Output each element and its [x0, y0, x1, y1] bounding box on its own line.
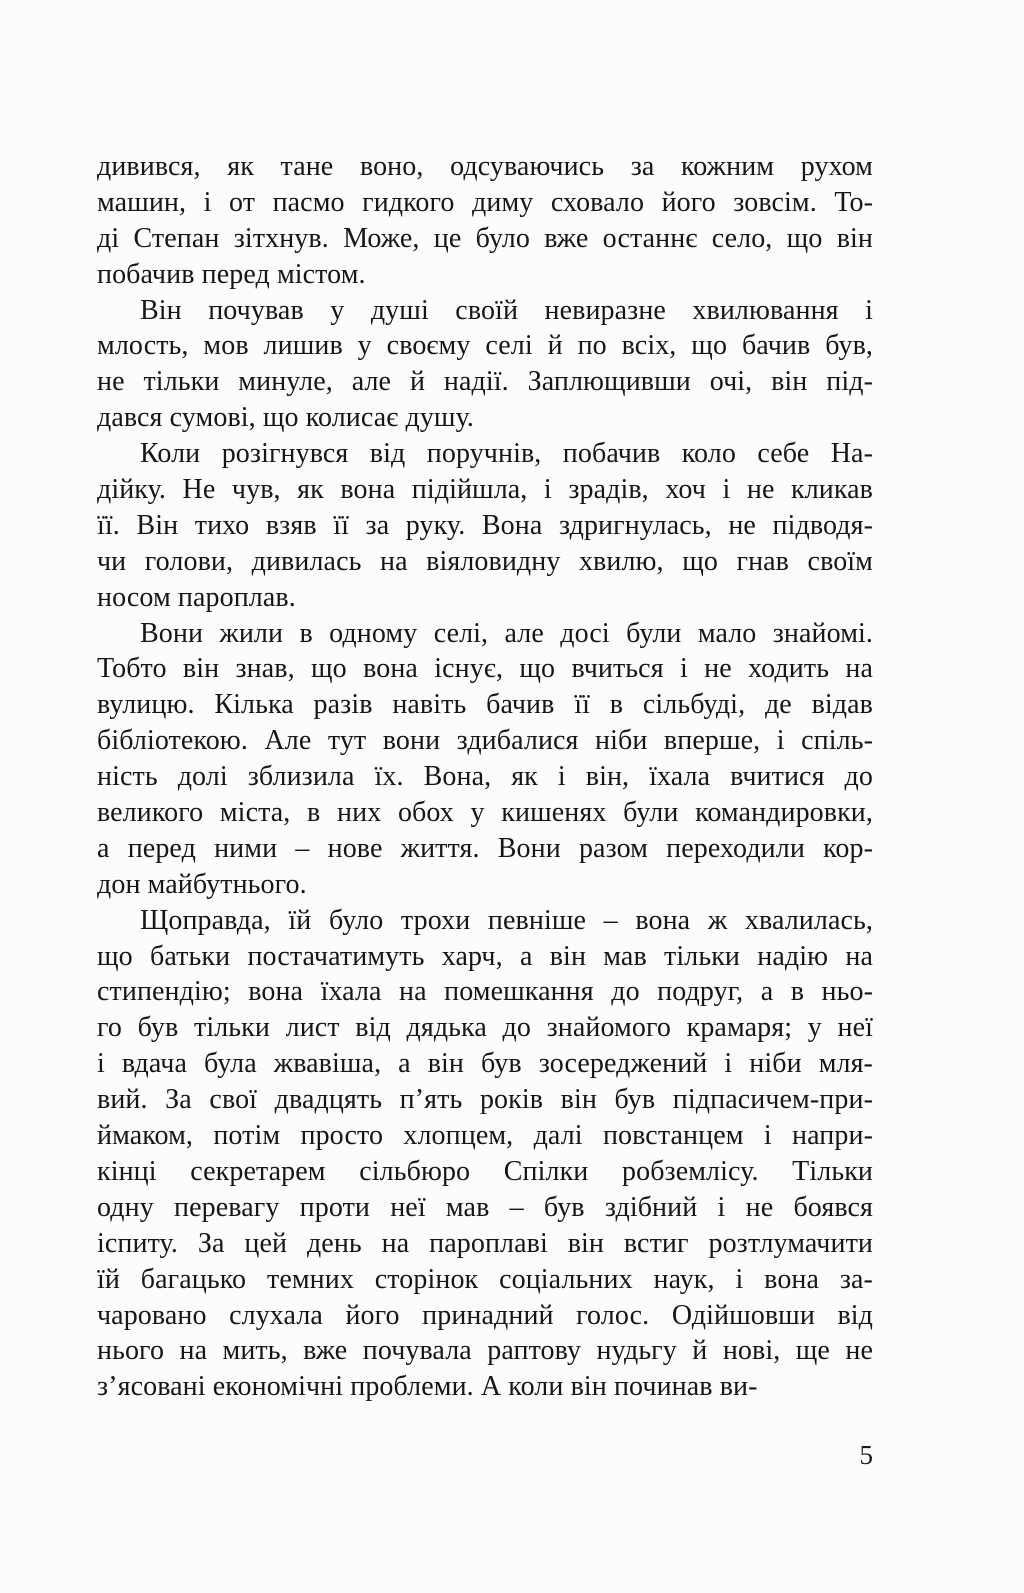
text-line: млость, мов лишив у своєму селі й по всіх, що бачив був, [97, 330, 873, 362]
text-line: бібліотекою. Але тут вони здибалися ніби вперше, і спіль- [97, 725, 873, 757]
text-line: дійку. Не чув, як вона підійшла, і зрадів, хоч і не кликав [97, 474, 873, 506]
text-line: чи голови, дивилась на віяловидну хвилю, що гнав своїм [97, 545, 873, 577]
text-line: ймаком, потім просто хлопцем, далі повстанцем і напри- [97, 1120, 873, 1152]
text-line: Він почував у душі своїй невиразне хвилювання і [140, 294, 873, 326]
text-line: її. Він тихо взяв її за руку. Вона здригнулась, не підводя- [97, 509, 873, 541]
text-line: ді Степан зітхнув. Може, це було вже останнє село, що він [97, 222, 873, 254]
text-line: дався сумові, що колисає душу. [97, 402, 474, 434]
text-line: вулицю. Кілька разів навіть бачив її в сільбуді, де відав [97, 689, 873, 721]
text-line: не тільки минуле, але й надії. Заплющивши очі, він під- [97, 366, 873, 398]
text-line: дивився, як тане воно, одсуваючись за кожним рухом [97, 151, 873, 182]
text-line: що батьки постачатимуть харч, а він мав тільки надію на [97, 940, 873, 972]
text-line: стипендію; вона їхала на помешкання до подруг, а в ньо- [97, 976, 873, 1008]
text-line: ність долі зблизила їх. Вона, як і він, їхала вчитися до [97, 761, 873, 793]
text-line: і вдача була жвавіша, а він був зосереджений і ніби мля- [97, 1048, 873, 1080]
text-line: Коли розігнувся від поручнів, побачив коло себе На- [140, 438, 873, 470]
text-line: вий. За свої двадцять п’ять років він був підпасичем-при- [97, 1084, 873, 1116]
page-number: 5 [859, 1440, 873, 1470]
text-line: їй багацько темних сторінок соціальних наук, і вона за- [97, 1263, 873, 1295]
text-line: чаровано слухала його принадний голос. Одійшовши від [97, 1299, 873, 1331]
text-line: побачив перед містом. [97, 258, 366, 290]
text-line: іспиту. За цей день на пароплаві він встиг розтлумачити [97, 1227, 873, 1259]
text-line: Тобто він знав, що вона існує, що вчиться і не ходить на [97, 653, 873, 685]
text-line: великого міста, в них обох у кишенях були командировки, [97, 797, 873, 829]
text-line: одну перевагу проти неї мав – був здібний і не боявся [97, 1191, 873, 1223]
text-line: го був тільки лист від дядька до знайомого крамаря; у неї [97, 1012, 873, 1044]
text-line: Вони жили в одному селі, але досі були мало знайомі. [140, 617, 873, 649]
text-line: машин, і от пасмо гидкого диму сховало його зовсім. То- [97, 186, 873, 218]
text-line: кінці секретарем сільбюро Спілки робземлісу. Тільки [97, 1155, 873, 1187]
text-line: дон майбутнього. [97, 868, 307, 900]
text-line: нього на мить, вже почувала раптову нудьгу й нові, ще не [97, 1335, 873, 1367]
text-line: носом пароплав. [97, 581, 296, 613]
text-line: Щоправда, їй було трохи певніше – вона ж хвалилась, [140, 904, 873, 936]
text-line: а перед ними – нове життя. Вони разом переходили кор- [97, 832, 873, 864]
text-line: з’ясовані економічні проблеми. А коли він починав ви- [97, 1371, 758, 1403]
page-text [97, 149, 873, 1405]
